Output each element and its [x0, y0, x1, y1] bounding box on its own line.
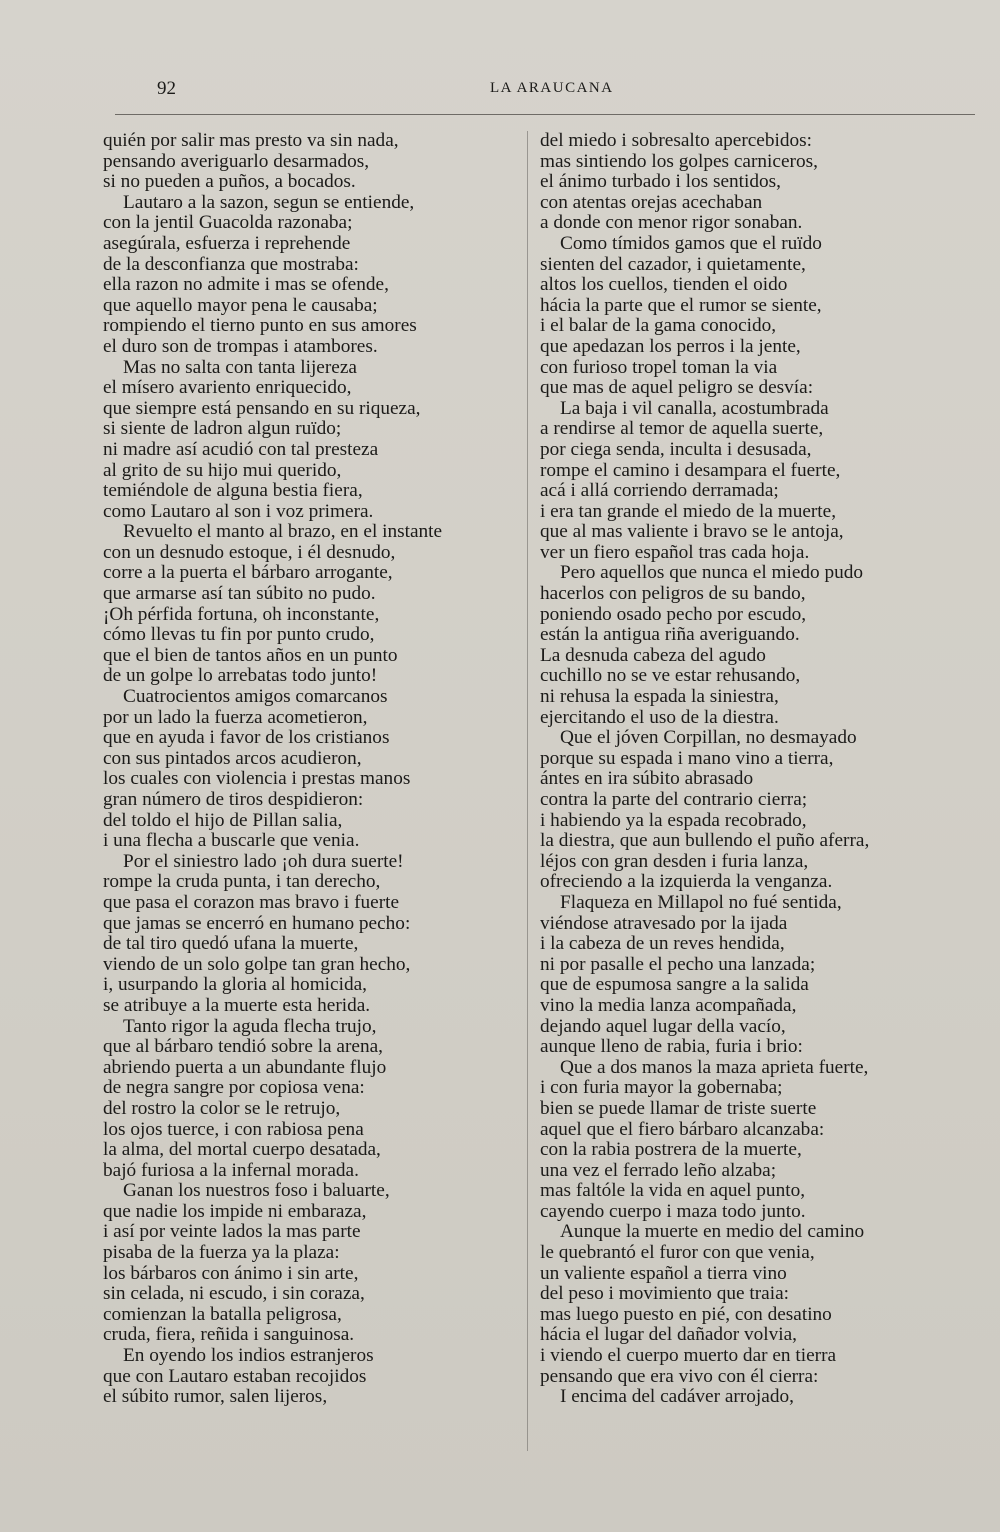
verse-line: por un lado la fuerza acometieron,: [103, 706, 368, 728]
verse-line: de la desconfianza que mostraba:: [103, 253, 359, 275]
verse-line: hácia la parte que el rumor se siente,: [540, 294, 822, 316]
verse-line: el mísero avariento enriquecido,: [103, 377, 352, 399]
verse-line: al grito de su hijo mui querido,: [103, 459, 342, 481]
verse-line: En oyendo los indios estranjeros: [123, 1345, 374, 1367]
verse-line: que de espumosa sangre a la salida: [540, 974, 809, 996]
verse-line: del rostro la color se le retrujo,: [103, 1097, 341, 1119]
page-number: 92: [157, 78, 176, 99]
verse-line: que en ayuda i favor de los cristianos: [103, 727, 390, 749]
verse-line: los ojos tuerce, i con rabiosa pena: [103, 1118, 364, 1140]
verse-line: mas sintiendo los golpes carniceros,: [540, 150, 818, 172]
left-text-column: [103, 131, 503, 1408]
verse-line: i viendo el cuerpo muerto dar en tierra: [540, 1345, 837, 1367]
verse-line: ejercitando el uso de la diestra.: [540, 706, 779, 728]
verse-line: como Lautaro al son i voz primera.: [103, 500, 374, 522]
verse-line: de un golpe lo arrebatas todo junto!: [103, 665, 378, 687]
verse-line: sin celada, ni escudo, i sin coraza,: [103, 1283, 365, 1305]
verse-line: que mas de aquel peligro se desvía:: [540, 377, 814, 399]
verse-line: i era tan grande el miedo de la muerte,: [540, 500, 837, 522]
verse-line: con un desnudo estoque, i él desnudo,: [103, 541, 396, 563]
verse-line: la alma, del mortal cuerpo desatada,: [103, 1139, 381, 1161]
verse-line: cómo llevas tu fin por punto crudo,: [103, 624, 375, 646]
verse-line: ni por pasalle el pecho una lanzada;: [540, 953, 816, 975]
verse-line: con la jentil Guacolda razonaba;: [103, 212, 353, 234]
verse-line: temiéndole de alguna bestia fiera,: [103, 480, 363, 502]
verse-line: si siente de ladron algun ruïdo;: [103, 418, 342, 440]
verse-line: dejando aquel lugar della vacío,: [540, 1015, 786, 1037]
verse-line: con furioso tropel toman la via: [540, 356, 778, 378]
verse-line: el duro son de trompas i atambores.: [103, 335, 378, 357]
verse-line: porque su espada i mano vino a tierra,: [540, 747, 834, 769]
verse-line: aquel que el fiero bárbaro alcanzaba:: [540, 1118, 825, 1140]
verse-line: pensando que era vivo con él cierra:: [540, 1365, 819, 1387]
verse-line: Ganan los nuestros foso i baluarte,: [123, 1180, 390, 1202]
verse-line: un valiente español a tierra vino: [540, 1262, 787, 1284]
verse-line: que al bárbaro tendió sobre la arena,: [103, 1036, 383, 1058]
verse-line: mas luego puesto en pié, con desatino: [540, 1303, 832, 1325]
verse-line: Que a dos manos la maza aprieta fuerte,: [560, 1056, 869, 1078]
verse-line: asegúrala, esfuerza i reprehende: [103, 232, 351, 254]
verse-line: que al mas valiente i bravo se le antoja,: [540, 521, 844, 543]
verse-line: a rendirse al temor de aquella suerte,: [540, 418, 824, 440]
verse-line: del peso i movimiento que traia:: [540, 1283, 789, 1305]
verse-line: Lautaro a la sazon, segun se entiende,: [123, 191, 415, 213]
verse-line: Cuatrocientos amigos comarcanos: [123, 686, 388, 708]
verse-line: bien se puede llamar de triste suerte: [540, 1097, 817, 1119]
verse-line: rompe el camino i desampara el fuerte,: [540, 459, 841, 481]
verse-line: están la antigua riña averiguando.: [540, 624, 800, 646]
verse-line: ni madre así acudió con tal presteza: [103, 438, 379, 460]
verse-line: viendo de un solo golpe tan gran hecho,: [103, 953, 411, 975]
verse-line: I encima del cadáver arrojado,: [560, 1386, 794, 1408]
verse-line: ni rehusa la espada la siniestra,: [540, 686, 779, 708]
verse-line: contra la parte del contrario cierra;: [540, 789, 808, 810]
verse-line: Aunque la muerte en medio del camino: [560, 1221, 865, 1243]
verse-line: cuchillo no se ve estar rehusando,: [540, 665, 801, 687]
verse-line: le quebrantó el furor con que venia,: [540, 1242, 815, 1264]
verse-line: altos los cuellos, tienden el oido: [540, 274, 788, 296]
verse-line: el ánimo turbado i los sentidos,: [540, 171, 781, 193]
verse-line: pensando averiguarlo desarmados,: [103, 150, 370, 172]
verse-line: i una flecha a buscarle que venia.: [103, 830, 360, 852]
verse-line: del miedo i sobresalto apercebidos:: [540, 130, 812, 151]
verse-line: gran número de tiros despidieron:: [103, 789, 364, 810]
verse-line: que apedazan los perros i la jente,: [540, 335, 801, 357]
verse-line: que aquello mayor pena le causaba;: [103, 294, 378, 316]
verse-line: acá i allá corriendo derramada;: [540, 480, 779, 502]
verse-line: Revuelto el manto al brazo, en el instante: [123, 521, 443, 543]
verse-line: la diestra, que aun bullendo el puño aferra,: [540, 830, 870, 852]
verse-line: i con furia mayor la gobernaba;: [540, 1077, 783, 1099]
verse-line: ¡Oh pérfida fortuna, oh inconstante,: [103, 603, 380, 625]
verse-line: abriendo puerta a un abundante flujo: [103, 1056, 387, 1078]
verse-line: de tal tiro quedó ufana la muerte,: [103, 933, 359, 955]
verse-line: con atentas orejas acechaban: [540, 191, 763, 213]
verse-line: si no pueden a puños, a bocados.: [103, 171, 356, 193]
verse-line: de negra sangre por copiosa vena:: [103, 1077, 365, 1099]
verse-line: léjos con gran desden i furia lanza,: [540, 850, 809, 872]
verse-line: hacerlos con peligros de su bando,: [540, 583, 806, 605]
verse-line: i la cabeza de un reves hendida,: [540, 933, 785, 955]
column-divider: [527, 131, 528, 1451]
verse-line: que con Lautaro estaban recojidos: [103, 1365, 367, 1387]
verse-line: i así por veinte lados la mas parte: [103, 1221, 361, 1243]
verse-line: Pero aquellos que nunca el miedo pudo: [560, 562, 864, 584]
verse-line: Mas no salta con tanta lijereza: [123, 356, 357, 378]
verse-line: los bárbaros con ánimo i sin arte,: [103, 1262, 359, 1284]
verse-line: rompe la cruda punta, i tan derecho,: [103, 871, 381, 893]
verse-line: a donde con menor rigor sonaban.: [540, 212, 803, 234]
verse-line: Como tímidos gamos que el ruïdo: [560, 232, 822, 254]
verse-line: que pasa el corazon mas bravo i fuerte: [103, 891, 400, 913]
running-head: [100, 78, 975, 102]
verse-line: que nadie los impide ni embaraza,: [103, 1200, 367, 1222]
verse-line: vino la media lanza acompañada,: [540, 994, 797, 1016]
verse-line: quién por salir mas presto va sin nada,: [103, 130, 399, 151]
verse-line: viéndose atravesado por la ijada: [540, 912, 788, 934]
verse-line: mas faltóle la vida en aquel punto,: [540, 1180, 806, 1202]
verse-line: i, usurpando la gloria al homicida,: [103, 974, 367, 996]
verse-line: hácia el lugar del dañador volvia,: [540, 1324, 797, 1346]
verse-line: ella razon no admite i mas se ofende,: [103, 274, 389, 296]
verse-line: una vez el ferrado leño alzaba;: [540, 1159, 777, 1181]
verse-line: La desnuda cabeza del agudo: [540, 644, 766, 666]
verse-line: bajó furiosa a la infernal morada.: [103, 1159, 359, 1181]
verse-line: i habiendo ya la espada recobrado,: [540, 809, 807, 831]
verse-line: poniendo osado pecho por escudo,: [540, 603, 807, 625]
verse-line: ántes en ira súbito abrasado: [540, 768, 754, 790]
verse-line: el súbito rumor, salen lijeros,: [103, 1386, 328, 1408]
verse-line: pisaba de la fuerza ya la plaza:: [103, 1242, 340, 1264]
right-text-column: [540, 131, 940, 1408]
verse-line: los cuales con violencia i prestas manos: [103, 768, 411, 790]
verse-line: que siempre está pensando en su riqueza,: [103, 397, 421, 419]
book-title: LA ARAUCANA: [490, 80, 614, 96]
verse-line: corre a la puerta el bárbaro arrogante,: [103, 562, 393, 584]
verse-line: cruda, fiera, reñida i sanguinosa.: [103, 1324, 355, 1346]
verse-line: con sus pintados arcos acudieron,: [103, 747, 362, 769]
verse-line: que armarse así tan súbito no pudo.: [103, 583, 376, 605]
verse-line: La baja i vil canalla, acostumbrada: [560, 397, 829, 419]
verse-line: sienten del cazador, i quietamente,: [540, 253, 806, 275]
verse-line: por ciega senda, inculta i desusada,: [540, 438, 812, 460]
verse-line: Que el jóven Corpillan, no desmayado: [560, 727, 857, 749]
verse-line: se atribuye a la muerte esta herida.: [103, 994, 371, 1016]
verse-line: Tanto rigor la aguda flecha trujo,: [123, 1015, 377, 1037]
verse-line: ofreciendo a la izquierda la venganza.: [540, 871, 833, 893]
verse-line: Por el siniestro lado ¡oh dura suerte!: [123, 850, 404, 872]
verse-line: que jamas se encerró en humano pecho:: [103, 912, 411, 934]
header-rule: [115, 114, 975, 115]
verse-line: Flaqueza en Millapol no fué sentida,: [560, 891, 842, 913]
verse-line: con la rabia postrera de la muerte,: [540, 1139, 802, 1161]
verse-line: cayendo cuerpo i maza todo junto.: [540, 1200, 806, 1222]
verse-line: del toldo el hijo de Pillan salia,: [103, 809, 343, 831]
verse-line: que el bien de tantos años en un punto: [103, 644, 398, 666]
verse-line: comienzan la batalla peligrosa,: [103, 1303, 342, 1325]
verse-line: i el balar de la gama conocido,: [540, 315, 777, 337]
verse-line: aunque lleno de rabia, furia i brio:: [540, 1036, 803, 1058]
verse-line: rompiendo el tierno punto en sus amores: [103, 315, 417, 337]
verse-line: ver un fiero español tras cada hoja.: [540, 541, 810, 563]
